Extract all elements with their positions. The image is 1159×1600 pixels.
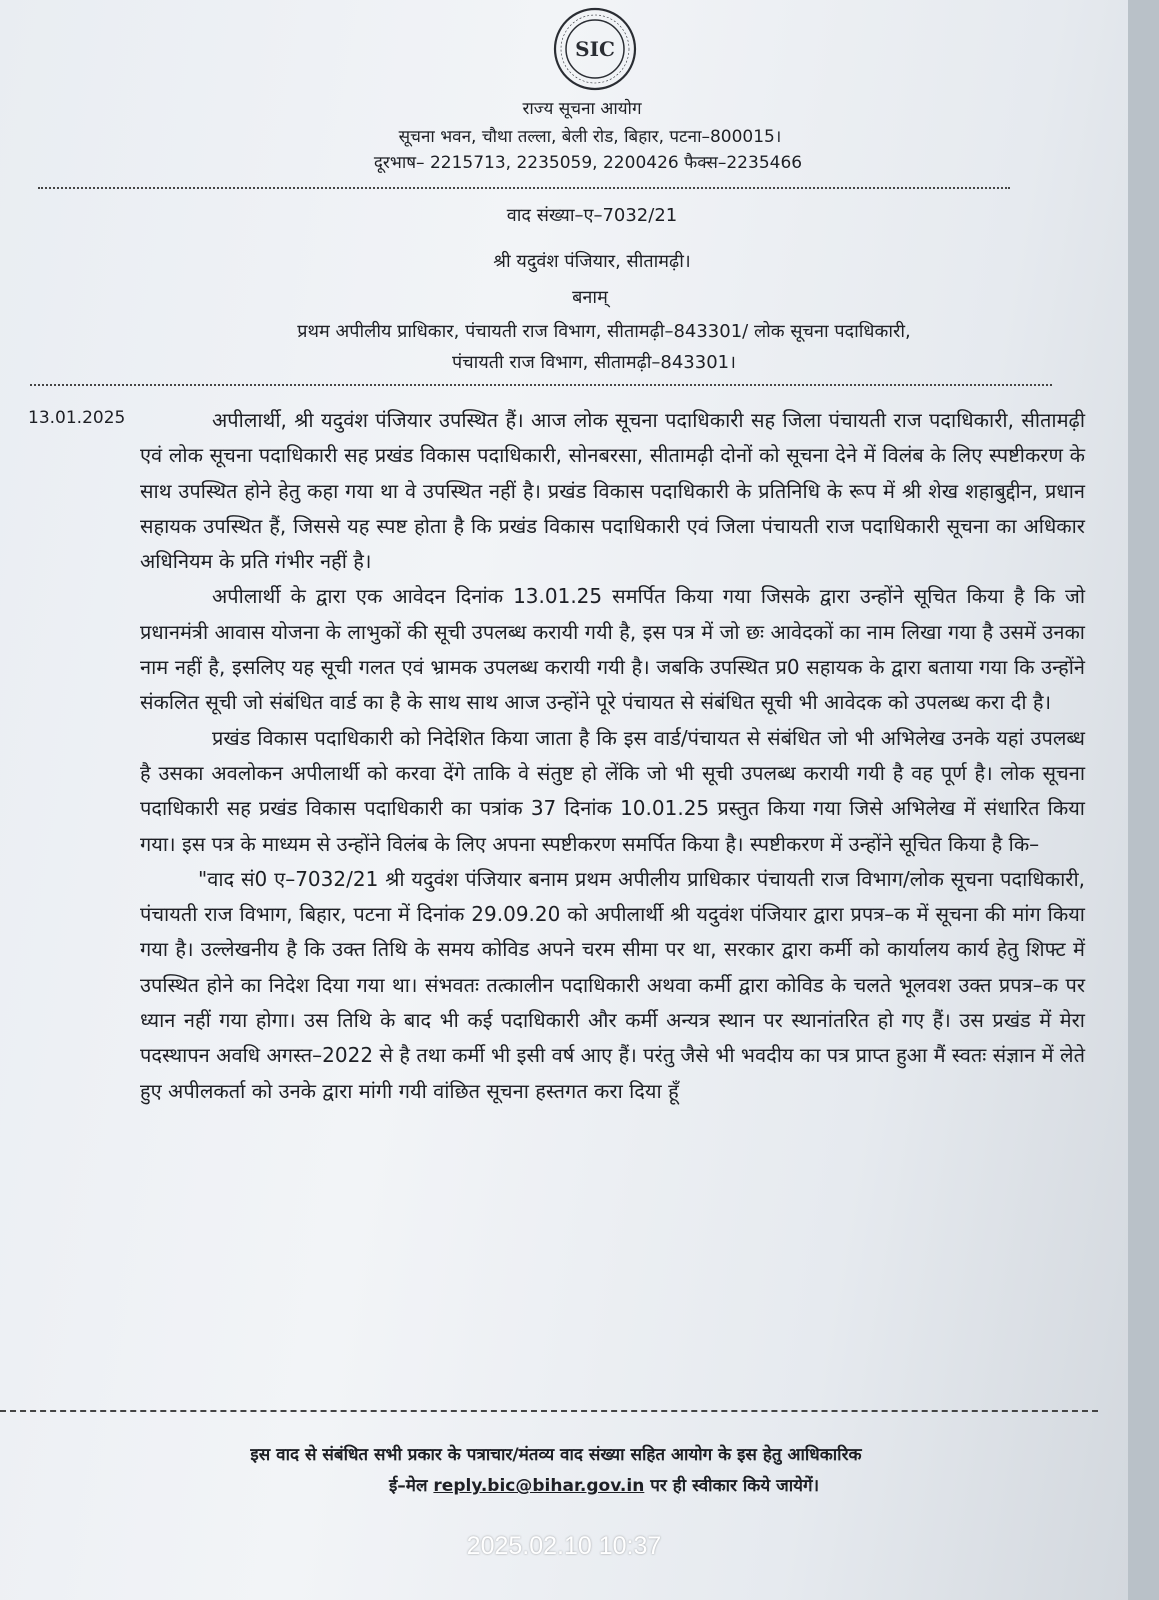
footer-divider: [0, 1410, 1098, 1412]
versus-label: बनाम्: [572, 287, 608, 308]
header-divider: [38, 187, 1010, 189]
hearing-proceedings: [140, 403, 1085, 1109]
photo-timestamp: 2025.02.10 10:37: [466, 1532, 662, 1560]
email-prefix: ई–मेल: [388, 1476, 428, 1496]
respondent-line-1: प्रथम अपीलीय प्राधिकार, पंचायती राज विभाग, सीतामढ़ी–843301/ लोक सूचना पदाधिकारी,: [297, 321, 911, 342]
svg-text:SIC: SIC: [575, 37, 615, 61]
org-address: सूचना भवन, चौथा तल्ला, बेली रोड, बिहार, पटना–800015।: [398, 127, 782, 147]
org-name: राज्य सूचना आयोग: [522, 99, 642, 119]
footer-note: इस वाद से संबंधित सभी प्रकार के पत्राचार/मंतव्य वाद संख्या सहित आयोग के इस हेतु आधिकारिक: [250, 1445, 862, 1465]
footer-email-line: [40, 1473, 1159, 1496]
org-phone: दूरभाष– 2215713, 2235059, 2200426 फैक्स–2235466: [373, 153, 803, 173]
email-suffix: पर ही स्वीकार किये जायेगें।: [650, 1476, 820, 1496]
paragraph: अपीलार्थी के द्वारा एक आवेदन दिनांक 13.01.25 समर्पित किया गया जिसके द्वारा उन्होंने सूचित किया है कि जो प्रधानमंत्री आवास योजना के लाभुकों की सूची उपलब्ध करायी गयी है, इस पत्र में जो छः आवेदकों का नाम लिखा गया है उसमें उनका नाम नहीं है, इसलिए यह सूची गलत एवं भ्रामक उपलब्ध करायी गयी है। जबकि उपस्थित प्र0 सहायक के द्वारा बताया गया कि उन्होंने संकलित सूची जो संबंधित वार्ड का है के साथ साथ आज उन्होंने पूरे पंचायत से संबंधित सूची भी आवेदक को उपलब्ध करा दी है।: [140, 584, 1085, 715]
title-divider: [30, 384, 1052, 386]
commission-seal-logo: [552, 6, 638, 92]
appellant-name: श्री यदुवंश पंजियार, सीतामढ़ी।: [493, 251, 691, 272]
quoted-explanation: "वाद सं0 ए–7032/21 श्री यदुवंश पंजियार बनाम प्रथम अपीलीय प्राधिकार पंचायती राज विभाग/लोक सूचना पदाधिकारी, पंचायती राज विभाग, बिहार, पटना में दिनांक 29.09.20 को अपीलार्थी श्री यदुवंश पंजियार द्वारा प्रपत्र–क में सूचना की मांग किया गया है। उल्लेखनीय है कि उक्त तिथि के समय कोविड अपने चरम सीमा पर था, सरकार द्वारा कर्मी को कार्यालय कार्य हेतु शिफ्ट में उपस्थित होने का निदेश दिया गया था। संभवतः तत्कालीन पदाधिकारी अथवा कर्मी द्वारा कोविड के चलते भूलवश उक्त प्रपत्र–क पर ध्यान नहीं गया होगा। उस तिथि के बाद भी कई पदाधिकारी और कर्मी अन्यत्र स्थान पर स्थानांतरित हो गए हैं। उस प्रखंड में मेरा पदस्थापन अवधि अगस्त–2022 से है तथा कर्मी भी इसी वर्ष आए हैं। परंतु जैसे भी भवदीय का पत्र प्राप्त हुआ मैं स्वतः संज्ञान में लेते हुए अपीलकर्ता को उनके द्वारा मांगी गयी वांछित सूचना हस्तगत करा दिया हूँ: [140, 866, 1085, 1103]
hearing-date: 13.01.2025: [28, 408, 126, 428]
paragraph: अपीलार्थी, श्री यदुवंश पंजियार उपस्थित हैं। आज लोक सूचना पदाधिकारी सह जिला पंचायती राज पदाधिकारी, सीतामढ़ी एवं लोक सूचना पदाधिकारी सह प्रखंड विकास पदाधिकारी, सोनबरसा, सीतामढ़ी दोनों को सूचना देने में विलंब के लिए स्पष्टीकरण के साथ उपस्थित होने हेतु कहा गया था वे उपस्थित नहीं है। प्रखंड विकास पदाधिकारी के प्रतिनिधि के रूप में श्री शेख शहाबुद्दीन, प्रधान सहायक उपस्थित हैं, जिससे यह स्पष्ट होता है कि प्रखंड विकास पदाधिकारी एवं जिला पंचायती राज पदाधिकारी सूचना का अधिकार अधिनियम के प्रति गंभीर नहीं है।: [140, 408, 1085, 574]
respondent-line-2: पंचायती राज विभाग, सीतामढ़ी–843301।: [452, 352, 736, 373]
paragraph: प्रखंड विकास पदाधिकारी को निदेशित किया जाता है कि इस वार्ड/पंचायत से संबंधित जो भी अभिलेख उनके यहां उपलब्ध है उसका अवलोकन अपीलार्थी को करवा देंगे ताकि वे संतुष्ट हो लेंकि जो भी सूची उपलब्ध करायी गयी है वह पूर्ण है। लोक सूचना पदाधिकारी सह प्रखंड विकास पदाधिकारी का पत्रांक 37 दिनांक 10.01.25 प्रस्तुत किया गया जिसे अभिलेख में संधारित किया गया। इस पत्र के माध्यम से उन्होंने विलंब के लिए अपना स्पष्टीकरण समर्पित किया है। स्पष्टीकरण में उन्होंने सूचित किया है कि–: [140, 725, 1085, 856]
official-email-link[interactable]: reply.bic@bihar.gov.in: [433, 1476, 645, 1496]
case-number: वाद संख्या–ए–7032/21: [506, 205, 678, 226]
